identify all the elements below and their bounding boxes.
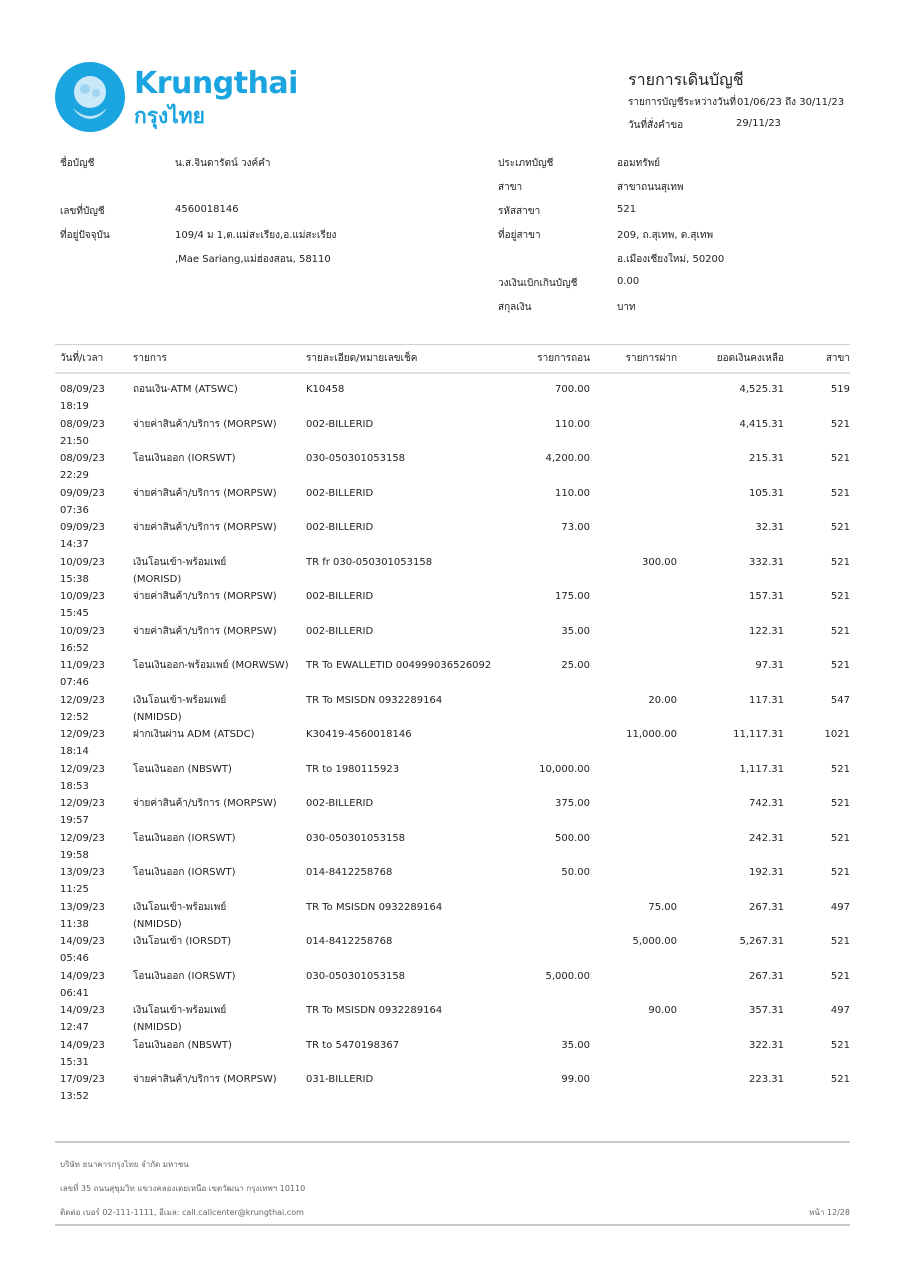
cell-date: 09/09/23	[60, 522, 105, 533]
krungthai-logo-emblem	[55, 62, 125, 132]
cell-time: 19:57	[60, 815, 89, 826]
cell-time: 06:41	[60, 987, 89, 999]
currency-value: บาท	[617, 302, 636, 313]
cell-branch: 1021	[824, 729, 850, 740]
branch-code-label: รหัสสาขา	[498, 206, 541, 217]
table-top-divider	[55, 344, 850, 345]
cell-time: 15:31	[60, 1056, 89, 1068]
cell-branch: 521	[830, 418, 850, 430]
table-header-divider	[55, 372, 850, 374]
cell-time: 05:46	[60, 953, 89, 964]
cell-balance: 267.31	[749, 970, 784, 982]
cell-date: 14/09/23	[60, 1005, 105, 1016]
account-number-label: เลขที่บัญชี	[60, 206, 105, 217]
cell-date: 12/09/23	[60, 729, 105, 740]
cell-detail: TR To EWALLETID 004999036526092	[306, 660, 492, 671]
cell-desc: โอนเงินออก-พร้อมเพย์ (MORWSW)	[133, 660, 289, 671]
cell-withdraw: 110.00	[555, 487, 590, 499]
cell-detail: 030-050301053158	[306, 453, 406, 464]
cell-withdraw: 4,200.00	[545, 453, 590, 464]
cell-time: 12:52	[60, 711, 89, 723]
cell-detail: 002-BILLERID	[306, 418, 374, 430]
cell-date: 12/09/23	[60, 832, 105, 844]
cell-desc: จ่ายค่าสินค้า/บริการ (MORPSW)	[133, 591, 277, 602]
table-row	[0, 692, 905, 726]
cell-date: 12/09/23	[60, 694, 105, 706]
overdraft-value: 0.00	[617, 276, 640, 287]
cell-detail: TR to 1980115923	[306, 763, 400, 775]
footer-divider-top	[55, 1141, 850, 1143]
cell-date: 09/09/23	[60, 487, 105, 499]
cell-time: 07:46	[60, 677, 89, 688]
cell-withdraw: 500.00	[555, 832, 590, 844]
cell-date: 12/09/23	[60, 798, 105, 809]
cell-detail: 002-BILLERID	[306, 487, 374, 499]
cell-balance: 357.31	[749, 1005, 784, 1016]
cell-desc: เงินโอนเข้า-พร้อมเพย์	[133, 694, 227, 706]
cell-balance: 105.31	[749, 487, 784, 499]
table-row	[0, 1002, 905, 1036]
cell-balance: 192.31	[749, 867, 784, 878]
cell-branch: 521	[830, 556, 850, 568]
table-row	[0, 519, 905, 553]
cell-time: 18:19	[60, 401, 89, 412]
request-date-value: 29/11/23	[736, 118, 781, 129]
cell-branch: 547	[830, 694, 850, 706]
footer-address: เลขที่ 35 ถนนสุขุมวิท แขวงคลองเตยเหนือ เขตวัฒนา กรุงเทพฯ 10110	[60, 1184, 306, 1193]
cell-withdraw: 700.00	[555, 384, 590, 395]
cell-branch: 521	[830, 832, 850, 844]
footer-divider-bottom	[55, 1224, 850, 1226]
col-balance: ยอดเงินคงเหลือ	[716, 353, 784, 364]
cell-branch: 521	[830, 487, 850, 499]
cell-deposit: 300.00	[642, 556, 677, 568]
cell-date: 13/09/23	[60, 901, 105, 913]
cell-date: 17/09/23	[60, 1074, 105, 1085]
table-row	[0, 450, 905, 484]
footer-company: บริษัท ธนาคารกรุงไทย จำกัด มหาชน	[60, 1160, 189, 1169]
cell-branch: 521	[830, 660, 850, 671]
cell-deposit: 75.00	[648, 901, 677, 913]
account-type-label: ประเภทบัญชี	[498, 158, 554, 169]
cell-withdraw: 175.00	[555, 591, 590, 602]
table-row	[0, 623, 905, 657]
cell-date: 08/09/23	[60, 384, 105, 395]
cell-branch: 521	[830, 867, 850, 878]
cell-branch: 521	[830, 625, 850, 637]
col-deposit: รายการฝาก	[625, 353, 677, 364]
cell-date: 14/09/23	[60, 1039, 105, 1051]
cell-withdraw: 25.00	[561, 660, 590, 671]
table-row	[0, 933, 905, 967]
address-label: ที่อยู่ปัจจุบัน	[60, 230, 110, 241]
cell-branch: 521	[830, 936, 850, 947]
cell-time: 22:29	[60, 470, 89, 481]
cell-branch: 497	[830, 901, 850, 913]
cell-detail: 002-BILLERID	[306, 591, 374, 602]
period-value: 01/06/23 ถึง 30/11/23	[737, 97, 845, 108]
table-row	[0, 1071, 905, 1105]
cell-desc: จ่ายค่าสินค้า/บริการ (MORPSW)	[133, 487, 277, 499]
logo-brand-en: Krungthai	[134, 66, 298, 101]
cell-balance: 332.31	[749, 556, 784, 568]
cell-balance: 97.31	[755, 660, 784, 671]
cell-branch: 521	[830, 763, 850, 775]
table-row	[0, 657, 905, 691]
page-number: หน้า 12/28	[809, 1208, 850, 1217]
footer-contact: ติดต่อ เบอร์ 02-111-1111, อีเมล: call.callcenter@krungthai.com	[60, 1208, 304, 1217]
cell-desc: โอนเงินออก (IORSWT)	[133, 867, 236, 878]
branch-address-line2: อ.เมืองเชียงใหม่, 50200	[617, 254, 725, 265]
cell-balance: 1,117.31	[739, 763, 784, 775]
cell-date: 10/09/23	[60, 625, 105, 637]
cell-balance: 157.31	[749, 591, 784, 602]
cell-time: 15:45	[60, 608, 89, 619]
cell-date: 08/09/23	[60, 453, 105, 464]
cell-branch: 521	[830, 522, 850, 533]
cell-desc: เงินโอนเข้า (IORSDT)	[133, 936, 232, 947]
cell-detail: TR To MSISDN 0932289164	[306, 694, 443, 706]
cell-branch: 521	[830, 591, 850, 602]
cell-detail: 030-050301053158	[306, 970, 406, 982]
cell-detail: TR fr 030-050301053158	[306, 556, 433, 568]
cell-time: 13:52	[60, 1091, 89, 1102]
cell-deposit: 90.00	[648, 1005, 677, 1016]
table-row	[0, 864, 905, 898]
cell-balance: 5,267.31	[739, 936, 784, 947]
cell-branch: 521	[830, 970, 850, 982]
branch-address-label: ที่อยู่สาขา	[498, 230, 541, 241]
cell-time: 15:38	[60, 573, 89, 585]
branch-label: สาขา	[498, 182, 523, 193]
cell-withdraw: 10,000.00	[539, 763, 590, 775]
cell-branch: 519	[830, 384, 850, 395]
table-row	[0, 968, 905, 1002]
cell-date: 10/09/23	[60, 556, 105, 568]
cell-balance: 242.31	[749, 832, 784, 844]
cell-detail: 002-BILLERID	[306, 625, 374, 637]
cell-balance: 215.31	[749, 453, 784, 464]
table-row	[0, 588, 905, 622]
table-row	[0, 761, 905, 795]
cell-balance: 742.31	[749, 798, 784, 809]
cell-desc: โอนเงินออก (NBSWT)	[133, 1039, 232, 1051]
cell-detail: 031-BILLERID	[306, 1074, 374, 1085]
table-row	[0, 726, 905, 760]
table-row	[0, 899, 905, 933]
cell-desc: เงินโอนเข้า-พร้อมเพย์	[133, 901, 227, 913]
table-row	[0, 795, 905, 829]
col-date: วันที่/เวลา	[60, 353, 104, 364]
cell-desc2: (MORISD)	[133, 573, 182, 585]
cell-withdraw: 35.00	[561, 625, 590, 637]
cell-date: 08/09/23	[60, 418, 105, 430]
cell-desc2: (NMIDSD)	[133, 918, 182, 930]
cell-balance: 117.31	[749, 694, 784, 706]
cell-desc: ฝากเงินผ่าน ADM (ATSDC)	[133, 729, 255, 740]
cell-branch: 521	[830, 453, 850, 464]
cell-balance: 32.31	[755, 522, 784, 533]
cell-date: 10/09/23	[60, 591, 105, 602]
cell-time: 18:14	[60, 746, 89, 757]
cell-branch: 497	[830, 1005, 850, 1016]
cell-detail: 014-8412258768	[306, 867, 393, 878]
cell-balance: 122.31	[749, 625, 784, 637]
cell-branch: 521	[830, 1074, 850, 1085]
account-name-value: น.ส.จินดารัตน์ วงค์คำ	[175, 158, 271, 169]
cell-withdraw: 5,000.00	[545, 970, 590, 982]
cell-desc: จ่ายค่าสินค้า/บริการ (MORPSW)	[133, 625, 277, 637]
cell-date: 12/09/23	[60, 763, 105, 775]
cell-desc: เงินโอนเข้า-พร้อมเพย์	[133, 1005, 227, 1016]
cell-detail: K10458	[306, 384, 345, 395]
cell-desc: จ่ายค่าสินค้า/บริการ (MORPSW)	[133, 522, 277, 533]
account-type-value: ออมทรัพย์	[617, 158, 661, 169]
cell-detail: 014-8412258768	[306, 936, 393, 947]
cell-desc: จ่ายค่าสินค้า/บริการ (MORPSW)	[133, 418, 277, 430]
request-date-label: วันที่สั่งคำขอ	[628, 120, 684, 131]
logo-brand-th: กรุงไทย	[134, 104, 205, 128]
cell-time: 12:47	[60, 1022, 89, 1033]
cell-detail: K30419-4560018146	[306, 729, 412, 740]
address-line1: 109/4 ม 1,ต.แม่สะเรียง,อ.แม่สะเรียง	[175, 230, 337, 241]
period-label: รายการบัญชีระหว่างวันที่	[628, 97, 737, 108]
cell-deposit: 5,000.00	[632, 936, 677, 947]
currency-label: สกุลเงิน	[498, 302, 532, 313]
cell-detail: TR To MSISDN 0932289164	[306, 1005, 443, 1016]
cell-time: 14:37	[60, 539, 89, 550]
table-row	[0, 485, 905, 519]
cell-branch: 521	[830, 798, 850, 809]
overdraft-label: วงเงินเบิกเกินบัญชี	[498, 278, 578, 289]
cell-balance: 322.31	[749, 1039, 784, 1051]
table-row	[0, 554, 905, 588]
cell-branch: 521	[830, 1039, 850, 1051]
branch-code-value: 521	[617, 204, 637, 215]
cell-time: 11:25	[60, 884, 89, 895]
cell-balance: 4,525.31	[739, 384, 784, 395]
cell-desc: จ่ายค่าสินค้า/บริการ (MORPSW)	[133, 798, 277, 809]
cell-desc: โอนเงินออก (IORSWT)	[133, 453, 236, 464]
cell-desc: โอนเงินออก (IORSWT)	[133, 970, 236, 982]
cell-withdraw: 375.00	[555, 798, 590, 809]
cell-date: 13/09/23	[60, 867, 105, 878]
cell-date: 14/09/23	[60, 970, 105, 982]
cell-withdraw: 50.00	[561, 867, 590, 878]
cell-detail: 030-050301053158	[306, 832, 406, 844]
page-title: รายการเดินบัญชี	[628, 70, 744, 89]
cell-detail: 002-BILLERID	[306, 798, 374, 809]
account-number-value: 4560018146	[175, 204, 239, 215]
cell-date: 14/09/23	[60, 936, 105, 947]
address-line2: ,Mae Sariang,แม่ฮ่องสอน, 58110	[175, 254, 331, 265]
cell-balance: 267.31	[749, 901, 784, 913]
cell-detail: TR to 5470198367	[306, 1039, 400, 1051]
cell-time: 11:38	[60, 918, 89, 930]
cell-desc: ถอนเงิน-ATM (ATSWC)	[133, 384, 238, 395]
branch-address-line1: 209, ถ.สุเทพ, ต.สุเทพ	[617, 230, 714, 241]
cell-desc: โอนเงินออก (NBSWT)	[133, 763, 232, 775]
cell-withdraw: 110.00	[555, 418, 590, 430]
cell-withdraw: 35.00	[561, 1039, 590, 1051]
cell-desc: โอนเงินออก (IORSWT)	[133, 832, 236, 844]
cell-deposit: 20.00	[648, 694, 677, 706]
cell-time: 18:53	[60, 780, 89, 792]
table-row	[0, 381, 905, 415]
cell-time: 21:50	[60, 435, 89, 447]
cell-date: 11/09/23	[60, 660, 105, 671]
cell-desc2: (NMIDSD)	[133, 711, 182, 723]
cell-withdraw: 73.00	[561, 522, 590, 533]
cell-time: 07:36	[60, 504, 89, 516]
col-withdraw: รายการถอน	[537, 353, 590, 364]
cell-balance: 4,415.31	[739, 418, 784, 430]
table-row	[0, 830, 905, 864]
cell-desc2: (NMIDSD)	[133, 1022, 182, 1033]
cell-desc: เงินโอนเข้า-พร้อมเพย์	[133, 556, 227, 568]
branch-value: สาขาถนนสุเทพ	[617, 182, 684, 193]
cell-withdraw: 99.00	[561, 1074, 590, 1085]
cell-balance: 223.31	[749, 1074, 784, 1085]
col-description: รายการ	[133, 353, 167, 364]
table-row	[0, 416, 905, 450]
col-branch: สาขา	[825, 353, 850, 364]
cell-desc: จ่ายค่าสินค้า/บริการ (MORPSW)	[133, 1074, 277, 1085]
cell-detail: 002-BILLERID	[306, 522, 374, 533]
cell-deposit: 11,000.00	[626, 729, 677, 740]
cell-time: 16:52	[60, 642, 89, 654]
cell-time: 19:58	[60, 849, 89, 861]
account-name-label: ชื่อบัญชี	[60, 158, 95, 169]
cell-balance: 11,117.31	[733, 729, 784, 740]
table-row	[0, 1037, 905, 1071]
cell-detail: TR To MSISDN 0932289164	[306, 901, 443, 913]
col-detail: รายละเอียด/หมายเลขเช็ค	[306, 353, 418, 364]
